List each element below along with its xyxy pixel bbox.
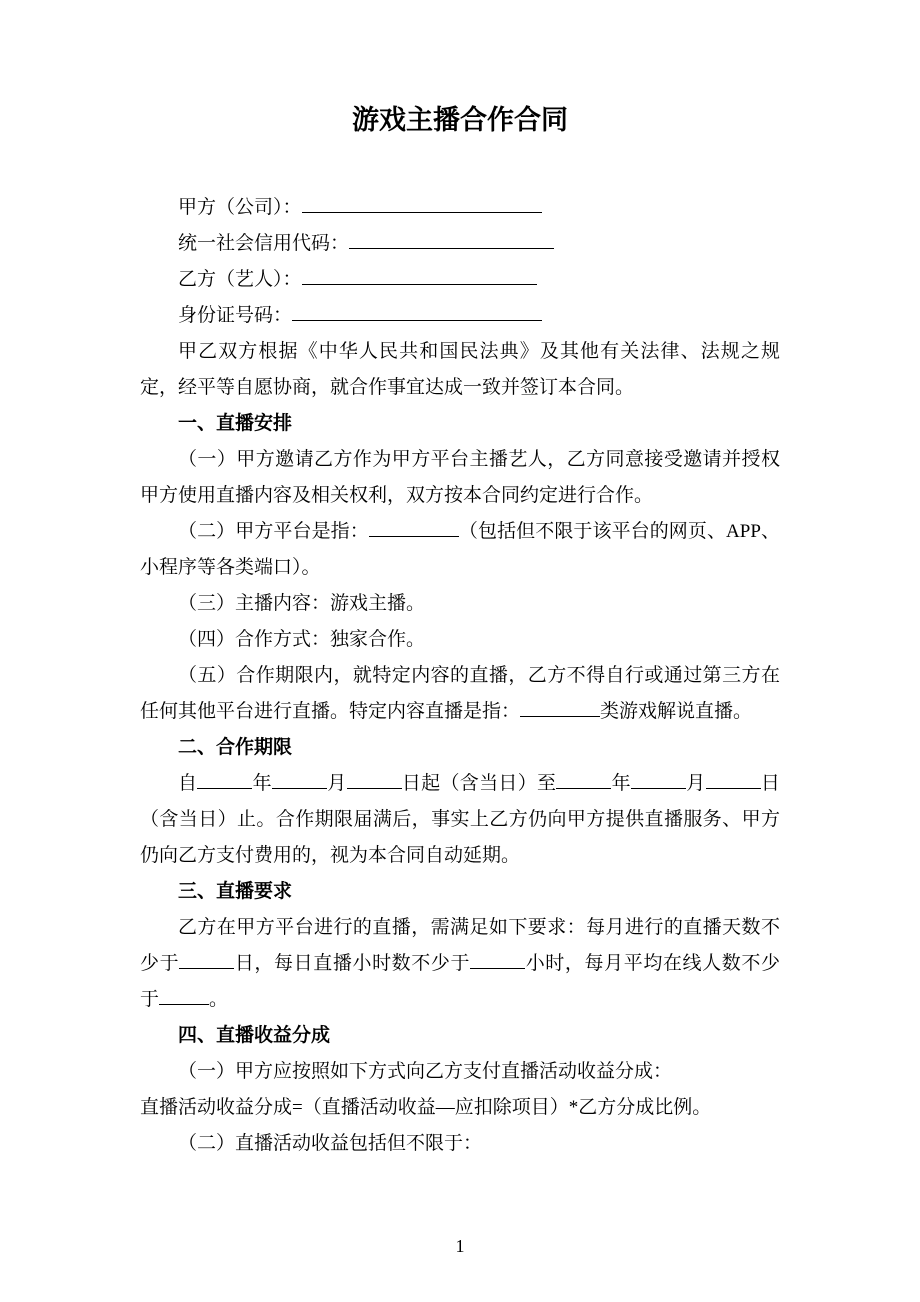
paragraph	[140, 1054, 780, 1090]
text-run: 乙方在甲方平台进行的直播，需满足如下要求：每月进行的直播天数不少于	[140, 917, 780, 974]
blank-underline	[159, 985, 209, 1005]
paragraph	[140, 1126, 780, 1162]
paragraph	[140, 334, 780, 406]
blank-underline	[556, 769, 611, 789]
blank-underline	[347, 769, 402, 789]
text-run: 小时，每月平均在线人数不少于	[140, 953, 780, 1010]
text-run: 年	[252, 773, 272, 794]
section-heading	[140, 1018, 780, 1054]
text-run: （五）合作期限内，就特定内容的直播，乙方不得自行或通过第三方在任何其他平台进行直播。特定内容直播是指：	[140, 665, 780, 722]
blank-underline	[349, 229, 554, 249]
text-run: 四、直播收益分成	[178, 1025, 331, 1046]
text-run: （三）主播内容：游戏主播。	[178, 593, 426, 614]
text-run: （二）甲方平台是指：	[178, 521, 369, 542]
blank-underline	[179, 949, 234, 969]
section-heading	[140, 874, 780, 910]
text-run: 类游戏解说直播。	[600, 701, 753, 722]
blank-underline	[292, 301, 542, 321]
document-body	[140, 190, 780, 1162]
paragraph	[140, 190, 780, 226]
paragraph	[140, 586, 780, 622]
paragraph	[140, 910, 780, 1018]
section-heading	[140, 730, 780, 766]
text-run: 直播活动收益分成=（直播活动收益—应扣除项目）*乙方分成比例。	[140, 1097, 712, 1118]
text-run: 日起（含当日）至	[401, 773, 557, 794]
blank-underline	[197, 769, 252, 789]
text-run: （四）合作方式：独家合作。	[178, 629, 426, 650]
paragraph	[140, 622, 780, 658]
text-run: 日（含当日）止。合作期限届满后，事实上乙方仍向甲方提供直播服务、甲方仍向乙方支付费用的，视为本合同自动延期。	[140, 773, 780, 866]
text-run: 一、直播安排	[178, 413, 293, 434]
text-run: 月	[326, 773, 347, 794]
paragraph	[140, 298, 780, 334]
blank-underline	[520, 697, 600, 717]
text-run: 三、直播要求	[178, 881, 293, 902]
text-run: 甲方（公司）：	[178, 197, 302, 218]
text-run: 甲乙双方根据《中华人民共和国民法典》及其他有关法律、法规之规定，经平等自愿协商，就合作事宜达成一致并签订本合同。	[140, 341, 780, 398]
blank-underline	[706, 769, 761, 789]
blank-underline	[470, 949, 525, 969]
text-run: 自	[178, 773, 198, 794]
page-number: 1	[455, 1236, 465, 1256]
text-run: （一）甲方应按照如下方式向乙方支付直播活动收益分成：	[178, 1061, 673, 1082]
text-run: 统一社会信用代码：	[178, 233, 350, 254]
text-run: （一）甲方邀请乙方作为甲方平台主播艺人，乙方同意接受邀请并授权甲方使用直播内容及相关权利，双方按本合同约定进行合作。	[140, 449, 780, 506]
document-title: 游戏主播合作合同	[352, 105, 568, 135]
blank-underline	[302, 265, 537, 285]
text-run: （包括但不限于该平台的网页、APP、小程序等各类端口）。	[140, 521, 780, 578]
blank-underline	[302, 193, 542, 213]
paragraph	[140, 514, 780, 586]
text-run: 月	[685, 773, 706, 794]
paragraph	[140, 1090, 780, 1126]
text-run: 日，每日直播小时数不少于	[234, 953, 471, 974]
section-heading	[140, 406, 780, 442]
text-run: 二、合作期限	[178, 737, 293, 758]
paragraph	[140, 226, 780, 262]
paragraph	[140, 766, 780, 874]
text-run: 身份证号码：	[178, 305, 293, 326]
blank-underline	[272, 769, 327, 789]
blank-underline	[369, 517, 459, 537]
text-run: 乙方（艺人）：	[178, 269, 302, 290]
text-run: （二）直播活动收益包括但不限于：	[178, 1133, 483, 1154]
text-run: 。	[209, 989, 229, 1010]
paragraph	[140, 442, 780, 514]
blank-underline	[631, 769, 686, 789]
paragraph	[140, 658, 780, 730]
text-run: 年	[611, 773, 631, 794]
paragraph	[140, 262, 780, 298]
